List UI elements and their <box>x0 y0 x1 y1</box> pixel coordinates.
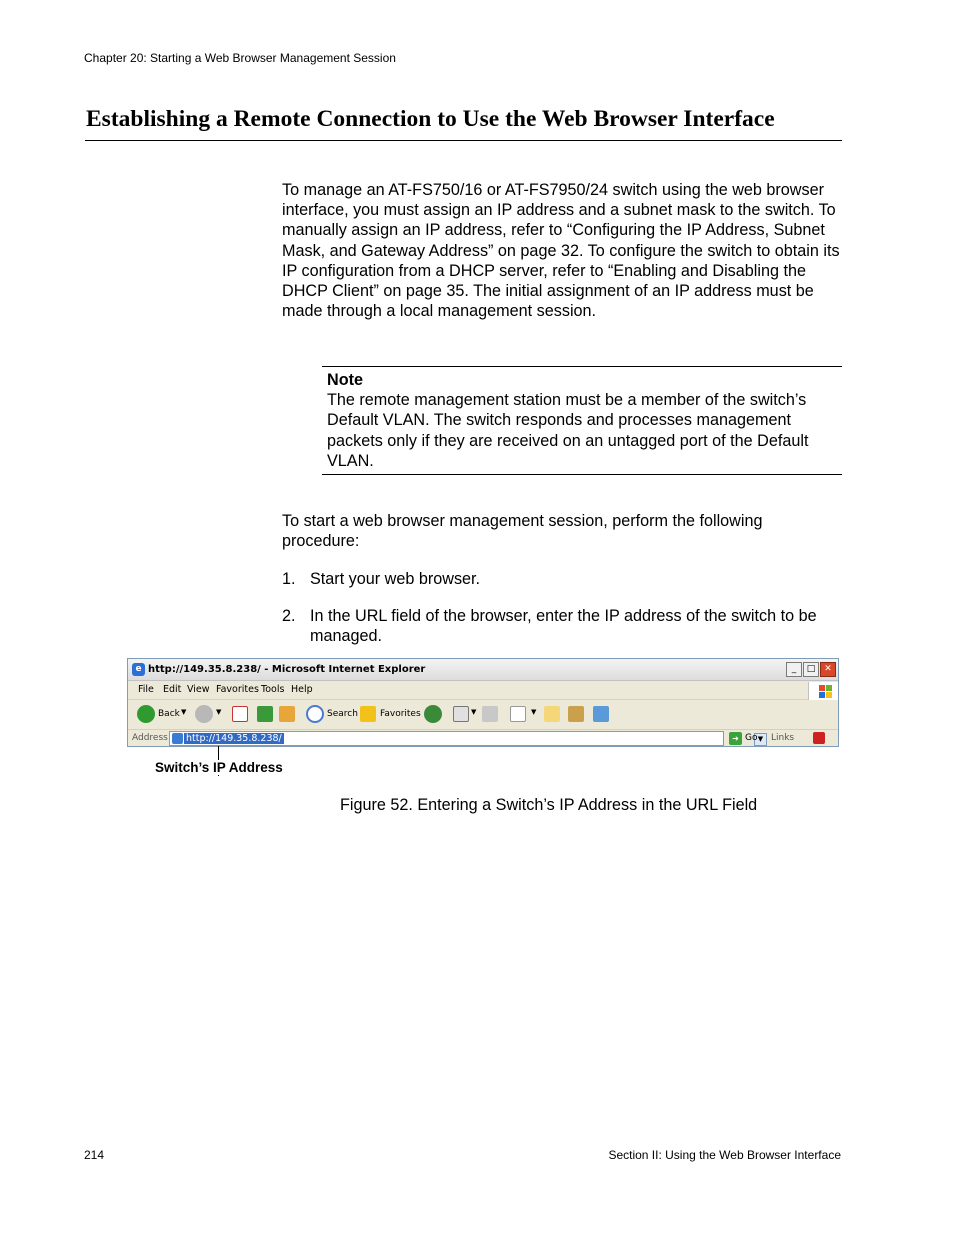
maximize-button[interactable]: □ <box>803 662 819 677</box>
address-bar <box>128 730 838 747</box>
chevron-down-icon[interactable]: ▼ <box>181 708 187 716</box>
links-label[interactable]: Links <box>771 733 795 743</box>
chevron-down-icon[interactable]: ▼ <box>531 708 537 716</box>
url-value[interactable]: http://149.35.8.238/ <box>186 733 282 744</box>
step-text: Start your web browser. <box>310 570 481 588</box>
page-number: 214 <box>84 1148 105 1162</box>
title-divider <box>85 140 842 141</box>
step-number: 1. <box>282 570 296 588</box>
notes-icon[interactable] <box>544 706 560 722</box>
callout-label <box>155 760 283 775</box>
research-icon[interactable] <box>568 706 584 722</box>
refresh-icon[interactable] <box>257 706 273 722</box>
favorites-star-icon[interactable] <box>360 706 376 722</box>
back-label[interactable]: Back <box>158 709 180 719</box>
print-icon[interactable] <box>482 706 498 722</box>
procedure-intro: To start a web browser management session, perform the following procedure: <box>282 512 763 551</box>
window-titlebar <box>128 659 838 681</box>
back-arrow-icon[interactable] <box>137 705 155 723</box>
go-button[interactable]: Go <box>745 733 758 743</box>
menu-bar <box>128 681 838 700</box>
note-title: Note <box>327 371 363 389</box>
windows-logo-icon <box>808 682 838 700</box>
search-icon[interactable] <box>306 705 324 723</box>
intro-paragraph: To manage an AT-FS750/16 or AT-FS7950/24 switch using the web browser interface, you must assign an IP address and a subnet mask to the switch. To manually assign an IP address, refer to “Configuring the IP Address, Subnet Mask, and Gateway Address” on page 32. To configure the switch to obtain its IP configuration from a DHCP server, refer to “Enabling and Disabling the DHCP Client” on page 35. The initial assignment of an IP address must be made through a local management session. <box>282 181 840 321</box>
links-toolbar-icon[interactable] <box>813 732 825 744</box>
toolbar <box>128 700 838 730</box>
chevron-down-icon[interactable]: ▼ <box>754 733 767 746</box>
forward-arrow-icon[interactable] <box>195 705 213 723</box>
step-text: In the URL field of the browser, enter the IP address of the switch to be managed. <box>310 607 817 646</box>
menu-edit[interactable]: Edit <box>163 684 182 695</box>
search-label[interactable]: Search <box>327 709 358 719</box>
menu-tools[interactable]: Tools <box>261 684 285 695</box>
note-body: The remote management station must be a member of the switch’s Default VLAN. The switch responds and processes management packets only if they are received on an untagged port of the Default VLAN. <box>327 391 809 470</box>
go-arrow-icon[interactable]: ➜ <box>729 732 742 745</box>
ie-icon: e <box>132 663 145 676</box>
figure-caption: Figure 52. Entering a Switch’s IP Address in the URL Field <box>340 796 758 814</box>
window-title: http://149.35.8.238/ - Microsoft Internet Explorer <box>148 664 426 675</box>
chapter-header: Chapter 20: Starting a Web Browser Management Session <box>84 51 396 65</box>
home-icon[interactable] <box>279 706 295 722</box>
minimize-button[interactable]: _ <box>786 662 802 677</box>
menu-favorites[interactable]: Favorites <box>216 684 259 695</box>
section-title: Establishing a Remote Connection to Use the Web Browser Interface <box>86 106 775 132</box>
history-icon[interactable] <box>424 705 442 723</box>
menu-help[interactable]: Help <box>291 684 313 695</box>
favorites-label[interactable]: Favorites <box>380 709 421 719</box>
page-icon <box>172 733 183 744</box>
close-button[interactable]: ✕ <box>820 662 836 677</box>
note-box <box>322 366 842 475</box>
chevron-down-icon[interactable]: ▼ <box>216 708 222 716</box>
address-label: Address <box>132 733 168 743</box>
menu-view[interactable]: View <box>187 684 210 695</box>
messenger-icon[interactable] <box>593 706 609 722</box>
browser-window-figure <box>127 658 839 747</box>
callout-text: Switch’s IP Address <box>155 760 283 775</box>
section-footer: Section II: Using the Web Browser Interface <box>608 1148 841 1162</box>
chevron-down-icon[interactable]: ▼ <box>471 708 477 716</box>
mail-icon[interactable] <box>453 706 469 722</box>
step-number: 2. <box>282 607 296 625</box>
menu-file[interactable]: File <box>138 684 154 695</box>
edit-icon[interactable] <box>510 706 526 722</box>
stop-icon[interactable] <box>232 706 248 722</box>
